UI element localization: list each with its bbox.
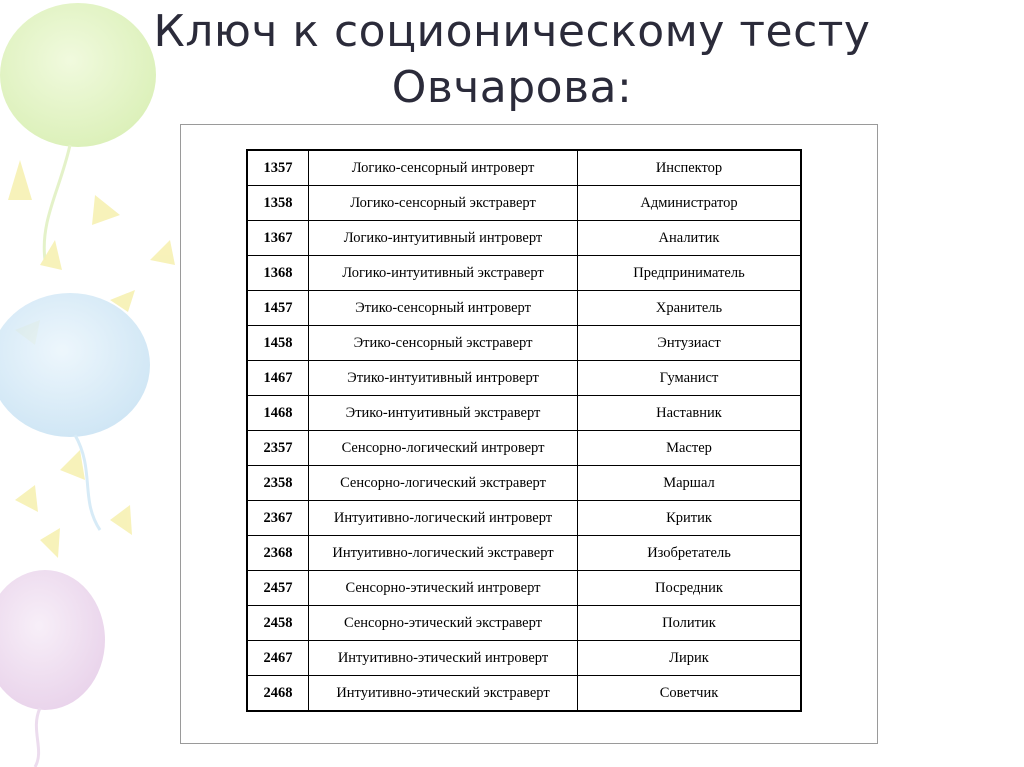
table-row [247,361,801,396]
table-row [247,676,801,712]
code-cell: 1458 [247,326,309,361]
role-cell: Администратор [578,186,802,221]
role-cell: Изобретатель [578,536,802,571]
role-cell: Лирик [578,641,802,676]
type-cell: Сенсорно-логический интроверт [309,431,578,466]
role-cell: Политик [578,606,802,641]
code-cell: 2357 [247,431,309,466]
role-cell: Энтузиаст [578,326,802,361]
type-cell: Сенсорно-этический экстраверт [309,606,578,641]
type-cell: Этико-сенсорный экстраверт [309,326,578,361]
type-cell: Логико-сенсорный экстраверт [309,186,578,221]
title-line-2: Овчарова: [391,62,633,113]
table-row [247,466,801,501]
page-title [0,4,1024,116]
table-row [247,641,801,676]
role-cell: Предприниматель [578,256,802,291]
table-row [247,291,801,326]
code-cell: 2368 [247,536,309,571]
type-cell: Интуитивно-этический экстраверт [309,676,578,712]
table-row [247,431,801,466]
role-cell: Аналитик [578,221,802,256]
role-cell: Советчик [578,676,802,712]
table-row [247,396,801,431]
pink-balloon [0,570,105,767]
table-row [247,150,801,186]
type-cell: Логико-сенсорный интроверт [309,150,578,186]
code-cell: 1468 [247,396,309,431]
code-cell: 1457 [247,291,309,326]
type-cell: Этико-сенсорный интроверт [309,291,578,326]
code-cell: 2467 [247,641,309,676]
role-cell: Инспектор [578,150,802,186]
code-cell: 2457 [247,571,309,606]
type-cell: Логико-интуитивный интроверт [309,221,578,256]
role-cell: Хранитель [578,291,802,326]
role-cell: Наставник [578,396,802,431]
code-cell: 2468 [247,676,309,712]
table-row [247,186,801,221]
table-row [247,536,801,571]
type-cell: Сенсорно-логический экстраверт [309,466,578,501]
table-row [247,606,801,641]
role-cell: Гуманист [578,361,802,396]
code-cell: 2358 [247,466,309,501]
role-cell: Посредник [578,571,802,606]
table-row [247,501,801,536]
type-cell: Сенсорно-этический интроверт [309,571,578,606]
code-cell: 2458 [247,606,309,641]
table-row [247,221,801,256]
socionics-key-table [246,149,802,712]
code-cell: 2367 [247,501,309,536]
table-row [247,571,801,606]
code-cell: 1357 [247,150,309,186]
type-cell: Интуитивно-этический интроверт [309,641,578,676]
role-cell: Мастер [578,431,802,466]
role-cell: Критик [578,501,802,536]
type-cell: Этико-интуитивный экстраверт [309,396,578,431]
table-row [247,326,801,361]
type-cell: Логико-интуитивный экстраверт [309,256,578,291]
code-cell: 1467 [247,361,309,396]
type-cell: Этико-интуитивный интроверт [309,361,578,396]
table-row [247,256,801,291]
code-cell: 1367 [247,221,309,256]
code-cell: 1368 [247,256,309,291]
title-line-1: Ключ к соционическому тесту [153,6,871,57]
type-cell: Интуитивно-логический экстраверт [309,536,578,571]
code-cell: 1358 [247,186,309,221]
role-cell: Маршал [578,466,802,501]
type-cell: Интуитивно-логический интроверт [309,501,578,536]
